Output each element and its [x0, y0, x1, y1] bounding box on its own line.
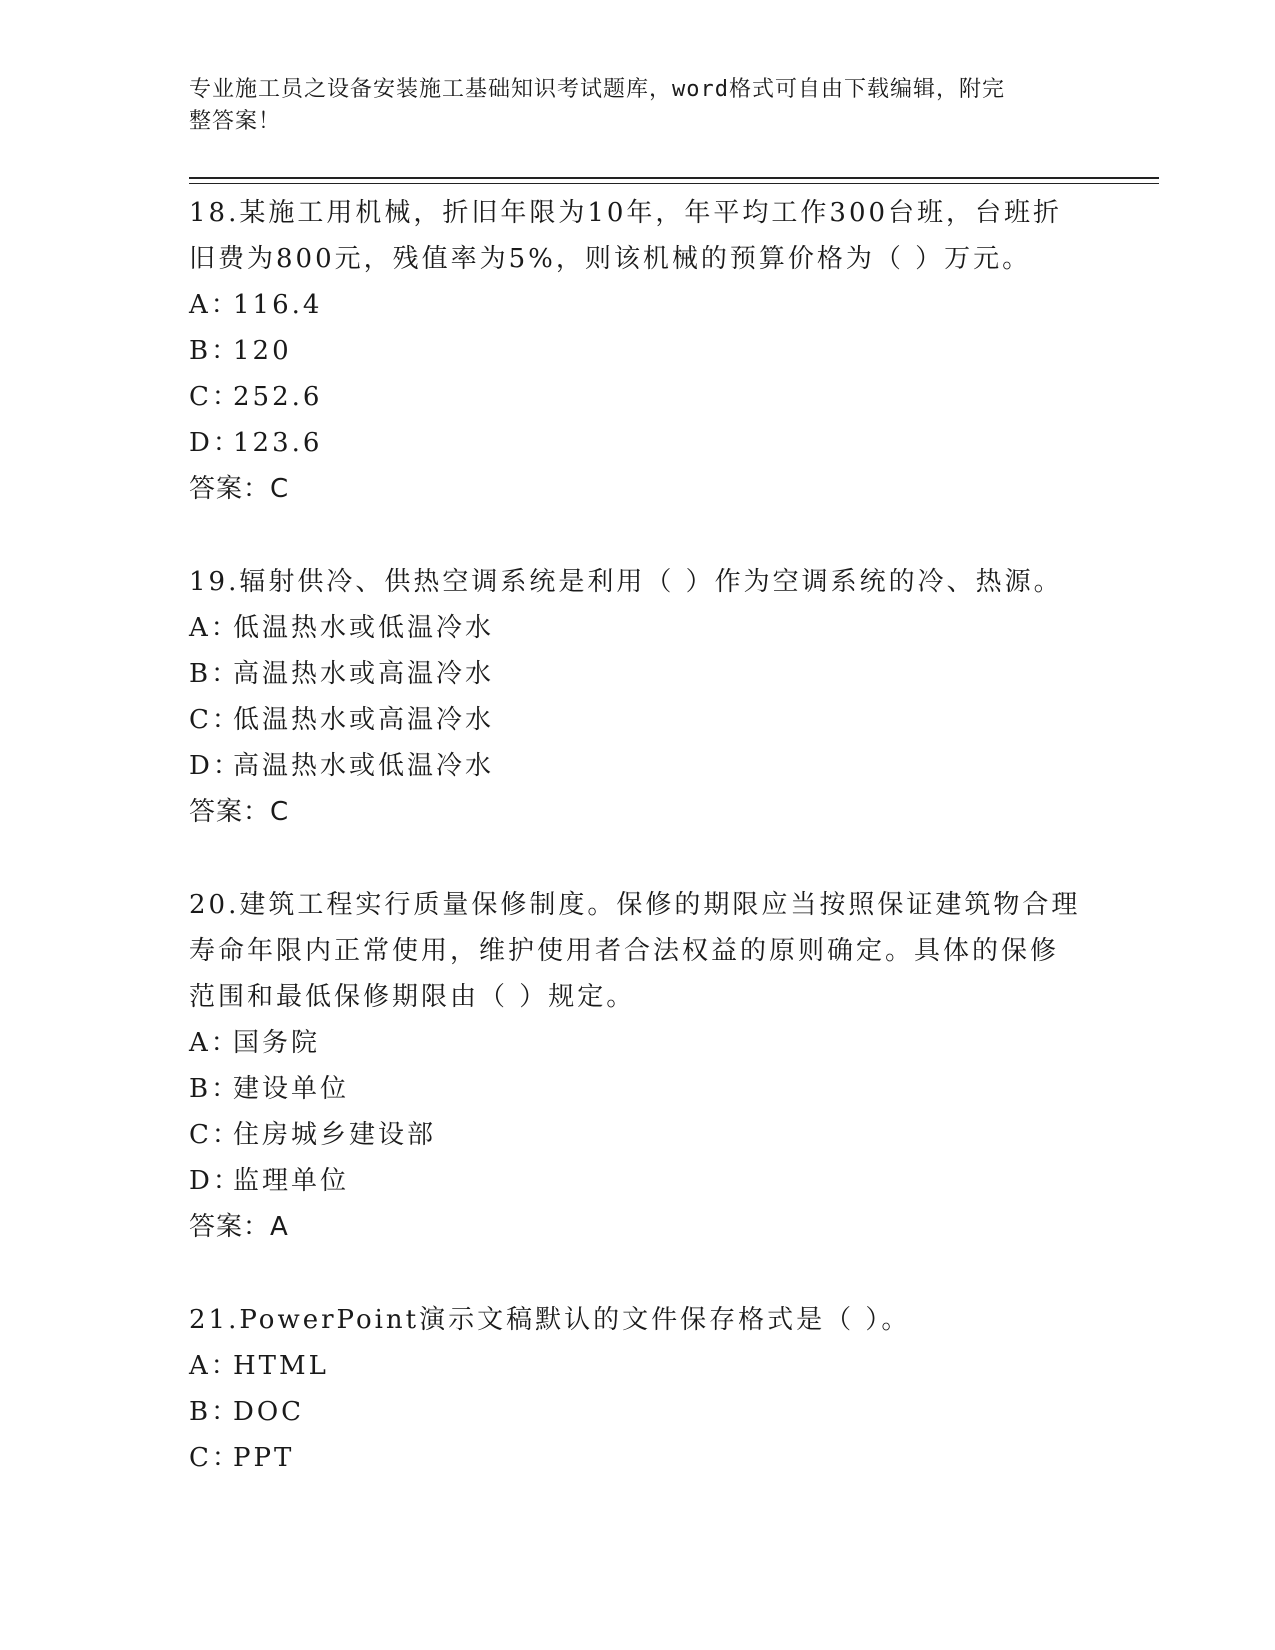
option-text: PPT [233, 1443, 295, 1473]
option-d [189, 743, 1089, 789]
option-text: 123.6 [233, 428, 323, 458]
option-key: D： [189, 428, 242, 458]
question-19 [189, 559, 1089, 835]
option-key: A： [189, 1028, 240, 1058]
option-text: 116.4 [233, 290, 323, 320]
option-text: 低温热水或低温冷水 [233, 613, 495, 643]
option-key: C： [189, 1120, 241, 1150]
option-key: A： [189, 1351, 240, 1381]
option-key: C： [189, 1443, 241, 1473]
option-b [189, 328, 1089, 374]
option-d [189, 1158, 1089, 1204]
option-text: 高温热水或高温冷水 [233, 659, 495, 689]
option-key: B： [189, 336, 241, 366]
option-key: D： [189, 1166, 242, 1196]
answer-line: 答案：A [189, 1212, 289, 1242]
header-divider-thin [189, 183, 1159, 184]
question-list [189, 190, 1089, 1481]
question-text-line: 19.辐射供冷、供热空调系统是利用（ ）作为空调系统的冷、热源。 [189, 567, 1063, 597]
option-key: C： [189, 382, 241, 412]
option-key: A： [189, 290, 240, 320]
option-c [189, 1112, 1089, 1158]
option-text: 监理单位 [233, 1166, 350, 1196]
question-text-line: 旧费为800元，残值率为5%，则该机械的预算价格为（ ）万元。 [189, 244, 1032, 274]
option-key: A： [189, 613, 240, 643]
option-c [189, 697, 1089, 743]
option-a [189, 1020, 1089, 1066]
option-text: 国务院 [233, 1028, 321, 1058]
question-text-line: 20.建筑工程实行质量保修制度。保修的期限应当按照保证建筑物合理 [189, 890, 1081, 920]
option-text: 252.6 [233, 382, 323, 412]
question-18 [189, 190, 1089, 512]
option-text: HTML [233, 1351, 329, 1381]
option-text: 住房城乡建设部 [233, 1120, 437, 1150]
option-a [189, 1343, 1089, 1389]
option-text: 120 [233, 336, 292, 366]
option-c [189, 1435, 1089, 1481]
header-divider-thick [189, 177, 1159, 179]
option-key: B： [189, 1074, 241, 1104]
question-text-line: 寿命年限内正常使用，维护使用者合法权益的原则确定。具体的保修 [189, 936, 1060, 966]
option-text: 低温热水或高温冷水 [233, 705, 495, 735]
option-key: C： [189, 705, 241, 735]
option-a [189, 605, 1089, 651]
header-line-1: 专业施工员之设备安装施工基础知识考试题库，word格式可自由下载编辑，附完 [189, 77, 1005, 102]
option-d [189, 420, 1089, 466]
question-text-line: 21.PowerPoint演示文稿默认的文件保存格式是（ ）。 [189, 1305, 911, 1335]
option-text: 建设单位 [233, 1074, 350, 1104]
option-key: B： [189, 1397, 241, 1427]
option-b [189, 651, 1089, 697]
answer-line: 答案：C [189, 797, 290, 827]
option-b [189, 1066, 1089, 1112]
header-line-2: 整答案！ [189, 109, 282, 134]
option-a [189, 282, 1089, 328]
option-b [189, 1389, 1089, 1435]
answer-line: 答案：C [189, 474, 290, 504]
question-text-line: 18.某施工用机械，折旧年限为10年，年平均工作300台班，台班折 [189, 198, 1063, 228]
question-20 [189, 882, 1089, 1250]
document-header [189, 74, 1069, 138]
option-text: 高温热水或低温冷水 [233, 751, 495, 781]
question-text-line: 范围和最低保修期限由（ ）规定。 [189, 982, 636, 1012]
option-c [189, 374, 1089, 420]
option-text: DOC [233, 1397, 305, 1427]
option-key: D： [189, 751, 242, 781]
option-key: B： [189, 659, 241, 689]
question-21 [189, 1297, 1089, 1481]
